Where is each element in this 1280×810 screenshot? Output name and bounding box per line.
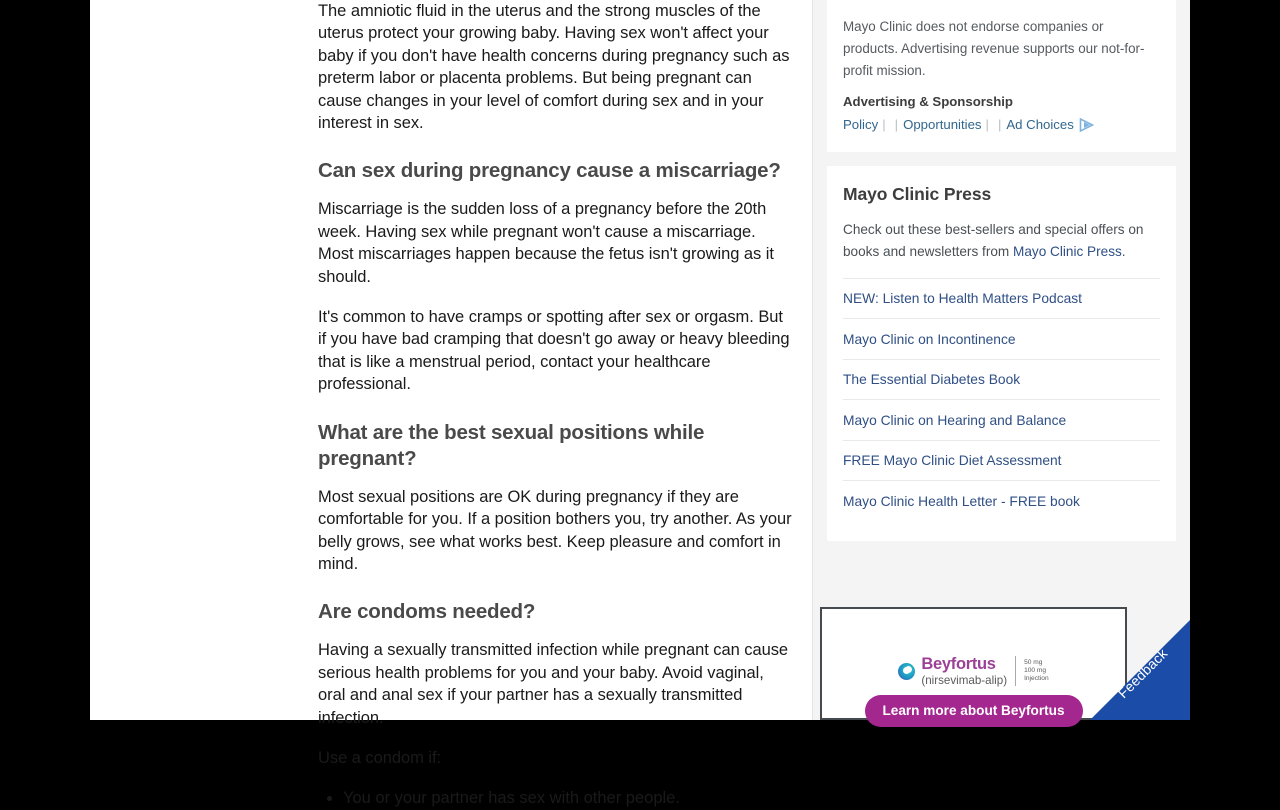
- section-paragraph: Miscarriage is the sudden loss of a pregnancy before the 20th week. Having sex while pregnant won't cause a miscarriage. Most miscarriages happen because the fetus isn't growing as it should.: [318, 200, 774, 286]
- learn-more-about-beyfortus-button[interactable]: Learn more about Beyfortus: [865, 695, 1083, 727]
- section-paragraph: Having a sexually transmitted infection while pregnant can cause serious health problems for you and your baby. Avoid vaginal, oral and anal sex if your partner has a sexually transmitted infection.: [318, 641, 789, 727]
- press-link-hearing-and-balance[interactable]: Mayo Clinic on Hearing and Balance: [843, 412, 1067, 428]
- beyfortus-logo: [822, 656, 1125, 686]
- dose-line: 50 mg: [1024, 658, 1043, 666]
- ad-choices-triangle-icon[interactable]: [1079, 118, 1094, 132]
- feedback-corner-tab[interactable]: [1090, 620, 1190, 720]
- web-page: [90, 0, 1190, 808]
- advertising-links-row: [843, 117, 1160, 132]
- separator: |: [997, 117, 1002, 132]
- advertising-disclaimer-card: [827, 0, 1176, 152]
- list-item: [843, 399, 1160, 440]
- press-blurb-text-after: .: [1121, 244, 1126, 260]
- divider: [1015, 656, 1016, 686]
- list-item: • You or your partner has sex with other people.: [343, 787, 794, 809]
- section-paragraph: It's common to have cramps or spotting after sex or orgasm. But if you have bad cramping that doesn't go away or heavy bleeding that is like a menstrual period, contact your healthcare professional.: [318, 308, 790, 394]
- press-blurb-text-before: Check out these best-sellers and special offers on books and newsletters from: [843, 222, 1144, 260]
- press-link-incontinence[interactable]: Mayo Clinic on Incontinence: [843, 331, 1016, 347]
- dose-line: 100 mg: [1024, 666, 1047, 674]
- list-item: [843, 359, 1160, 400]
- ad-choices-link[interactable]: Ad Choices: [1006, 117, 1074, 132]
- separator: |: [882, 117, 886, 132]
- section-paragraph: Use a condom if:: [318, 748, 442, 767]
- mayo-clinic-press-card: [827, 166, 1176, 541]
- press-links-list: [843, 278, 1160, 521]
- beyfortus-swirl-icon: [898, 663, 915, 680]
- article-lead-paragraph: The amniotic fluid in the uterus and the strong muscles of the uterus protect your growing baby. Having sex won't affect your baby if you don't have health concerns during pregnancy such as preterm labor or placenta problems. But being pregnant can cause changes in your level of comfort during sex and in your interest in sex.: [318, 2, 790, 133]
- policy-link[interactable]: Policy: [843, 117, 879, 132]
- list-item: [843, 480, 1160, 521]
- press-link-health-letter[interactable]: Mayo Clinic Health Letter - FREE book: [843, 493, 1080, 509]
- separator: |: [985, 117, 989, 132]
- press-card-blurb: [843, 219, 1160, 264]
- advertising-sponsorship-heading: Advertising & Sponsorship: [843, 94, 1013, 109]
- press-card-title: Mayo Clinic Press: [843, 184, 992, 204]
- letterbox-left: [0, 0, 90, 720]
- opportunities-link[interactable]: Opportunities: [903, 117, 982, 132]
- letterbox-right: [1190, 0, 1280, 720]
- separator: |: [894, 117, 899, 132]
- article-body: [90, 0, 812, 810]
- mayo-clinic-press-link[interactable]: Mayo Clinic Press: [1013, 244, 1122, 260]
- advertisement-banner[interactable]: [820, 607, 1127, 720]
- list-item: [843, 440, 1160, 481]
- section-heading-miscarriage: Can sex during pregnancy cause a miscarriage?: [318, 159, 781, 183]
- advertising-disclaimer-text: Mayo Clinic does not endorse companies or products. Advertising revenue supports our not-for-profit mission.: [843, 19, 1145, 78]
- beyfortus-dosage-info: [1024, 659, 1049, 684]
- condom-conditions-list: [318, 787, 794, 809]
- section-paragraph: Most sexual positions are OK during pregnancy if they are comfortable for you. If a position bothers you, try another. As your belly grows, see what works best. Keep pleasure and comfort in mind.: [318, 487, 792, 573]
- beyfortus-brand-name: Beyfortus: [921, 655, 996, 673]
- list-item: [843, 318, 1160, 359]
- dose-line: Injection: [1024, 675, 1049, 683]
- beyfortus-generic-name: (nirsevimab-alip): [921, 673, 1008, 687]
- list-item: [843, 278, 1160, 319]
- article-main-content: [90, 0, 812, 808]
- press-link-diabetes-book[interactable]: The Essential Diabetes Book: [843, 372, 1021, 388]
- ad-choices-group[interactable]: [1006, 117, 1093, 132]
- press-link-diet-assessment[interactable]: FREE Mayo Clinic Diet Assessment: [843, 453, 1062, 469]
- press-link-health-matters-podcast[interactable]: NEW: Listen to Health Matters Podcast: [843, 291, 1082, 307]
- feedback-label[interactable]: Feedback: [1114, 645, 1171, 702]
- section-heading-condoms: Are condoms needed?: [318, 600, 536, 624]
- beyfortus-wordmark: [921, 656, 1007, 686]
- section-heading-sexual-positions: What are the best sexual positions while pregnant?: [318, 420, 705, 470]
